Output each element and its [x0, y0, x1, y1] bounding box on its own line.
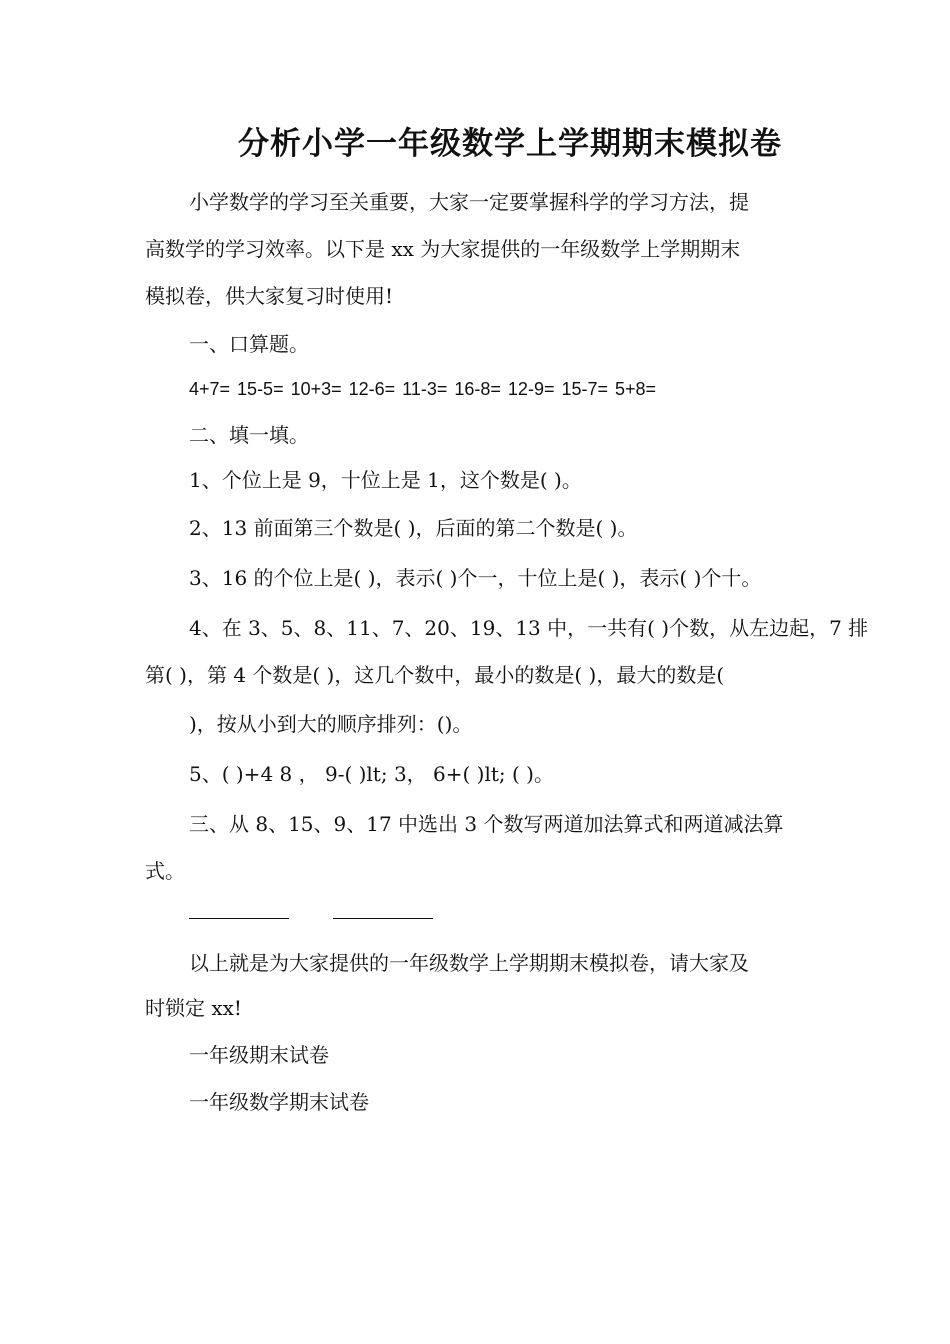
- section3-line-1: 三、从 8、15、9、17 中选出 3 个数写两道加法算式和两道减法算: [189, 812, 784, 836]
- question-4-line-3: )，按从小到大的顺序排列：()。: [189, 712, 473, 736]
- answer-blank-1: [189, 918, 289, 919]
- closing-line-1: 以上就是为大家提供的一年级数学上学期期末模拟卷，请大家及: [189, 951, 749, 975]
- related-link-1: 一年级期末试卷: [189, 1043, 329, 1067]
- question-1: 1、个位上是 9，十位上是 1，这个数是( )。: [189, 468, 582, 492]
- section2-heading: 二、填一填。: [189, 423, 309, 447]
- section3-line-2: 式。: [145, 859, 185, 883]
- question-5: 5、( )+4 8 ， 9-( )lt; 3， 6+( )lt; ( )。: [189, 762, 554, 786]
- document-title: 分析小学一年级数学上学期期末模拟卷: [238, 126, 782, 162]
- question-2: 2、13 前面第三个数是( )，后面的第二个数是( )。: [189, 516, 638, 540]
- intro-line-1: 小学数学的学习至关重要，大家一定要掌握科学的学习方法，提: [189, 190, 749, 214]
- question-4-line-1: 4、在 3、5、8、11、7、20、19、13 中，一共有( )个数，从左边起，7 排: [189, 616, 869, 640]
- mental-math-problems: 4+7= 15-5= 10+3= 12-6= 11-3= 16-8= 12-9= 15-7= 5+8=: [189, 379, 657, 399]
- question-3: 3、16 的个位上是( )，表示( )个一，十位上是( )，表示( )个十。: [189, 566, 762, 590]
- question-4-line-2: 第( )，第 4 个数是( )，这几个数中，最小的数是( )，最大的数是(: [145, 663, 725, 687]
- related-link-2: 一年级数学期末试卷: [189, 1090, 369, 1114]
- intro-line-2: 高数学的学习效率。以下是 xx 为大家提供的一年级数学上学期期末: [145, 237, 741, 261]
- answer-blank-2: [333, 918, 433, 919]
- intro-line-3: 模拟卷，供大家复习时使用!: [145, 284, 394, 308]
- closing-line-2: 时锁定 xx!: [145, 996, 242, 1020]
- section1-heading: 一、口算题。: [189, 332, 309, 356]
